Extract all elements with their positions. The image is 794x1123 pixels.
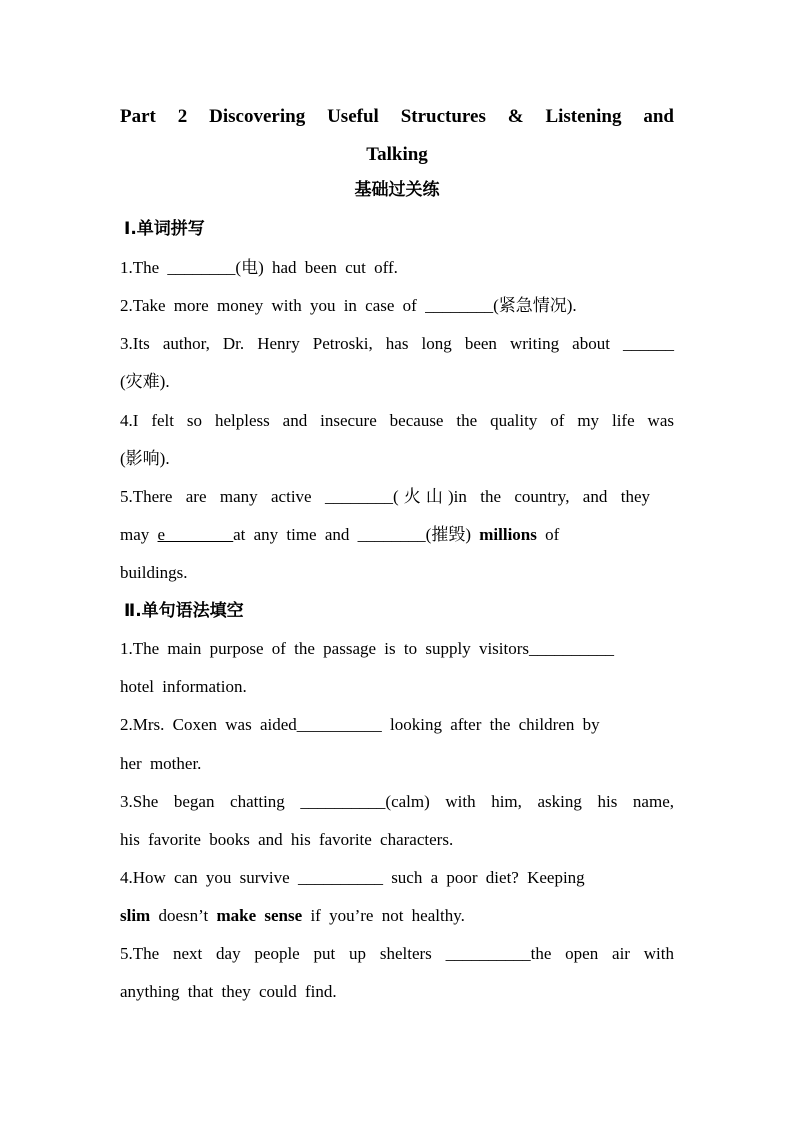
text-run: if you’re not healthy. xyxy=(302,906,465,925)
grammar-item-1-cont: hotel information. xyxy=(120,677,247,696)
text-run: doesn’t xyxy=(150,906,217,925)
spelling-item-5-cont2: buildings. xyxy=(120,563,188,582)
page-title-continued: Talking xyxy=(366,144,428,165)
bold-phrase: millions xyxy=(479,525,537,544)
grammar-item-3: 3.She began chatting __________(calm) with him, asking his name, xyxy=(120,792,674,811)
spelling-item-3: 3.Its author, Dr. Henry Petroski, has long been writing about ______ xyxy=(120,334,674,353)
grammar-item-4-cont xyxy=(120,902,465,930)
section-heading-grammar: Ⅱ.单句语法填空 xyxy=(124,601,244,621)
blank-with-initial: e________ xyxy=(157,525,234,544)
page-title: Part 2 Discovering Useful Structures & Listening and xyxy=(120,106,674,127)
grammar-item-4: 4.How can you survive __________ such a poor diet? Keeping xyxy=(120,868,585,887)
grammar-item-1: 1.The main purpose of the passage is to supply visitors__________ xyxy=(120,639,615,658)
spelling-item-2: 2.Take more money with you in case of ________(紧急情况). xyxy=(120,296,577,315)
text-run: of xyxy=(536,525,560,544)
spelling-item-1: 1.The ________(电) had been cut off. xyxy=(120,258,398,277)
grammar-item-2: 2.Mrs. Coxen was aided__________ looking after the children by xyxy=(120,715,600,734)
section-heading-spelling: Ⅰ.单词拼写 xyxy=(124,219,205,239)
spelling-item-5: 5.There are many active ________(火山)in the country, and they xyxy=(120,487,650,506)
page-subtitle: 基础过关练 xyxy=(354,180,440,200)
bold-word: slim xyxy=(120,906,151,925)
grammar-item-2-cont: her mother. xyxy=(120,754,202,773)
grammar-item-5: 5.The next day people put up shelters __________the open air with xyxy=(120,944,674,963)
spelling-item-5-cont xyxy=(120,521,559,549)
spelling-item-3-cont: (灾难). xyxy=(120,372,170,391)
grammar-item-3-cont: his favorite books and his favorite characters. xyxy=(120,830,454,849)
spelling-item-4-cont: (影响). xyxy=(120,449,170,468)
text-run: at any time and ________(摧毁) xyxy=(233,525,480,544)
bold-phrase: make sense xyxy=(216,906,303,925)
grammar-item-5-cont: anything that they could find. xyxy=(120,982,337,1001)
text-run: may xyxy=(120,525,158,544)
spelling-item-4: 4.I felt so helpless and insecure because the quality of my life was xyxy=(120,411,674,430)
